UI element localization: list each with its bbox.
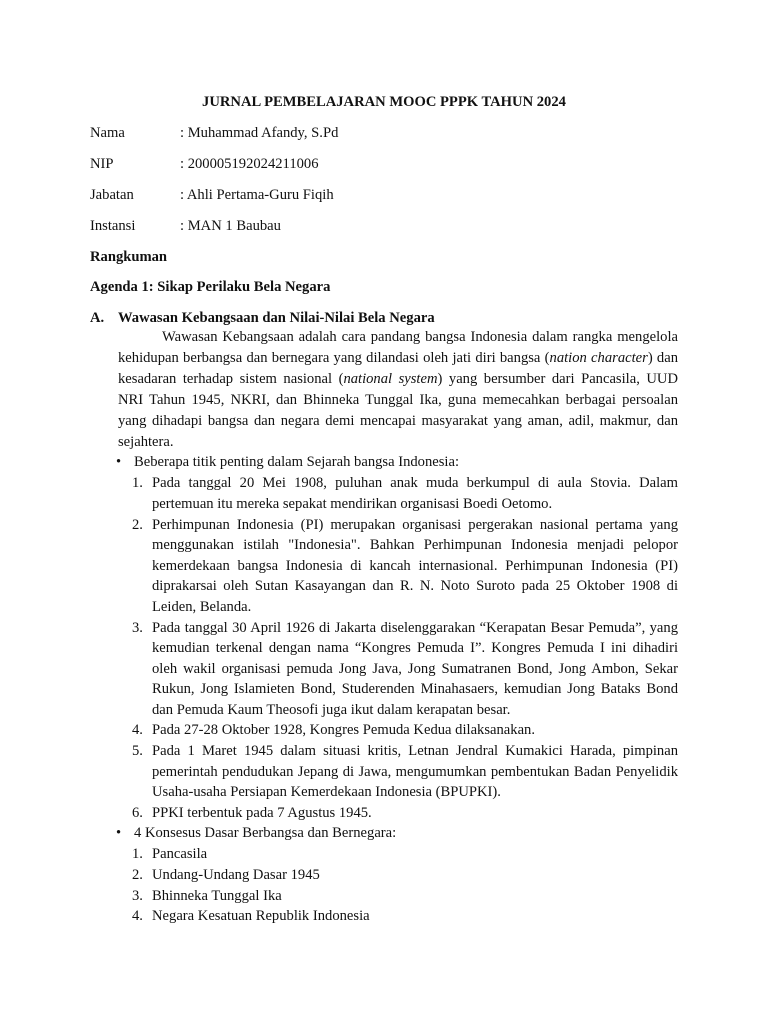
bullet-item [116, 823, 678, 844]
list-item [132, 618, 678, 721]
paragraph-emphasis: nation character [549, 349, 648, 366]
meta-label: Nama [90, 125, 125, 141]
meta-value: : Ahli Pertama-Guru Fiqih [180, 187, 334, 203]
meta-label: Instansi [90, 218, 136, 234]
paragraph-text: ) dan kesadaran terhadap sistem nasional ( [118, 349, 678, 387]
list-item-text: Pada 1 Maret 1945 dalam situasi kritis, Letnan Jendral Kumakici Harada, pimpinan pemerintah pendudukan Jepang di Jawa, mengumumkan pembentukan Badan Penyelidik Usaha-usaha Persiapan Kemerdekaan Indonesia (BPUPKI). [152, 743, 678, 801]
paragraph-text: ) yang bersumber dari Pancasila, UUD NRI Tahun 1945, NKRI, dan Bhinneka Tunggal Ika, guna memecahkan berbagai persoalan yang dihadapi bangsa dan negara demi mencapai masyarakat yang aman, adil, makmur, dan sejahtera. [118, 370, 678, 450]
list-number: 4. [132, 722, 143, 739]
numbered-list [0, 844, 768, 926]
meta-row-instansi [90, 216, 690, 236]
list-item [132, 515, 678, 618]
list-item-text: Pada 27-28 Oktober 1928, Kongres Pemuda Kedua dilaksanakan. [152, 722, 535, 739]
bullet-list [0, 823, 768, 844]
paragraph-emphasis: national system [343, 370, 438, 387]
list-number: 3. [132, 887, 143, 904]
list-number: 5. [132, 743, 143, 760]
list-item [132, 844, 678, 865]
list-number: 1. [132, 846, 143, 863]
section-content [0, 327, 768, 927]
list-number: 6. [132, 804, 143, 821]
list-item [132, 720, 678, 741]
list-number: 1. [132, 475, 143, 492]
meta-row-nama [90, 123, 690, 143]
bullet-text: Beberapa titik penting dalam Sejarah bangsa Indonesia: [134, 454, 460, 471]
list-number: 2. [132, 516, 143, 533]
numbered-list [0, 473, 768, 823]
list-item-text: Negara Kesatuan Republik Indonesia [152, 908, 370, 925]
meta-value: : 200005192024211006 [180, 156, 319, 172]
list-item [132, 886, 678, 907]
list-item [132, 803, 678, 824]
section-letter: A. [90, 310, 105, 326]
bullet-list [0, 452, 768, 473]
list-item-text: PPKI terbentuk pada 7 Agustus 1945. [152, 804, 372, 821]
list-item-text: Pada tanggal 30 April 1926 di Jakarta diselenggarakan “Kerapatan Besar Pemuda”, yang kemudian terkenal dengan nama “Kongres Pemuda I”. Kongres Pemuda I ini dihadiri oleh wakil organisasi pemuda Jong Java, Jong Sumatranen Bond, Jong Ambon, Sekar Rukun, Jong Islamieten Bond, Studerenden Minahasaers, kemudian Jong Bataks Bond dan Pemuda Kaum Theosofi juga ikut dalam kerapatan besar. [152, 619, 678, 718]
bullet-dot-icon: • [116, 825, 122, 842]
bullet-text: 4 Konsesus Dasar Berbangsa dan Bernegara: [134, 825, 397, 842]
list-number: 4. [132, 908, 143, 925]
meta-row-nip [90, 154, 690, 174]
bullet-item [116, 452, 678, 473]
meta-value: : MAN 1 Baubau [180, 218, 281, 234]
bullet-dot-icon: • [116, 454, 122, 471]
meta-label: NIP [90, 156, 114, 172]
meta-row-jabatan [90, 185, 690, 205]
section-paragraph [118, 327, 678, 452]
list-item-text: Perhimpunan Indonesia (PI) merupakan organisasi pergerakan nasional pertama yang menggunakan istilah "Indonesia". Bahkan Perhimpunan Indonesia menjadi pelopor kemerdekaan bangsa Indonesia di kancah internasional. Perhimpunan Indonesia (PI) diprakarsai oleh Sutan Kasayangan dan R. N. Noto Suroto pada 25 Oktober 1908 di Leiden, Belanda. [152, 516, 678, 615]
paragraph-text: Wawasan Kebangsaan adalah cara pandang bangsa Indonesia dalam rangka mengelola kehidupan berbangsa dan bernegara yang dilandasi oleh jati diri bangsa ( [118, 329, 678, 366]
meta-label: Jabatan [90, 187, 134, 203]
list-item [132, 741, 678, 803]
list-number: 2. [132, 866, 143, 883]
agenda-heading: Agenda 1: Sikap Perilaku Bela Negara [90, 279, 331, 295]
list-number: 3. [132, 619, 143, 636]
meta-value: : Muhammad Afandy, S.Pd [180, 125, 339, 141]
list-item [132, 865, 678, 886]
list-item-text: Pancasila [152, 846, 208, 863]
list-item-text: Bhinneka Tunggal Ika [152, 887, 282, 904]
summary-heading: Rangkuman [90, 249, 168, 265]
document-title: JURNAL PEMBELAJARAN MOOC PPPK TAHUN 2024 [202, 94, 566, 110]
list-item-text: Pada tanggal 20 Mei 1908, puluhan anak muda berkumpul di aula Stovia. Dalam pertemuan itu mereka sepakat mendirikan organisasi Boedi Oetomo. [152, 475, 678, 512]
section-title: Wawasan Kebangsaan dan Nilai-Nilai Bela Negara [118, 310, 435, 326]
list-item-text: Undang-Undang Dasar 1945 [152, 866, 320, 883]
list-item [132, 906, 678, 927]
list-item [132, 473, 678, 514]
